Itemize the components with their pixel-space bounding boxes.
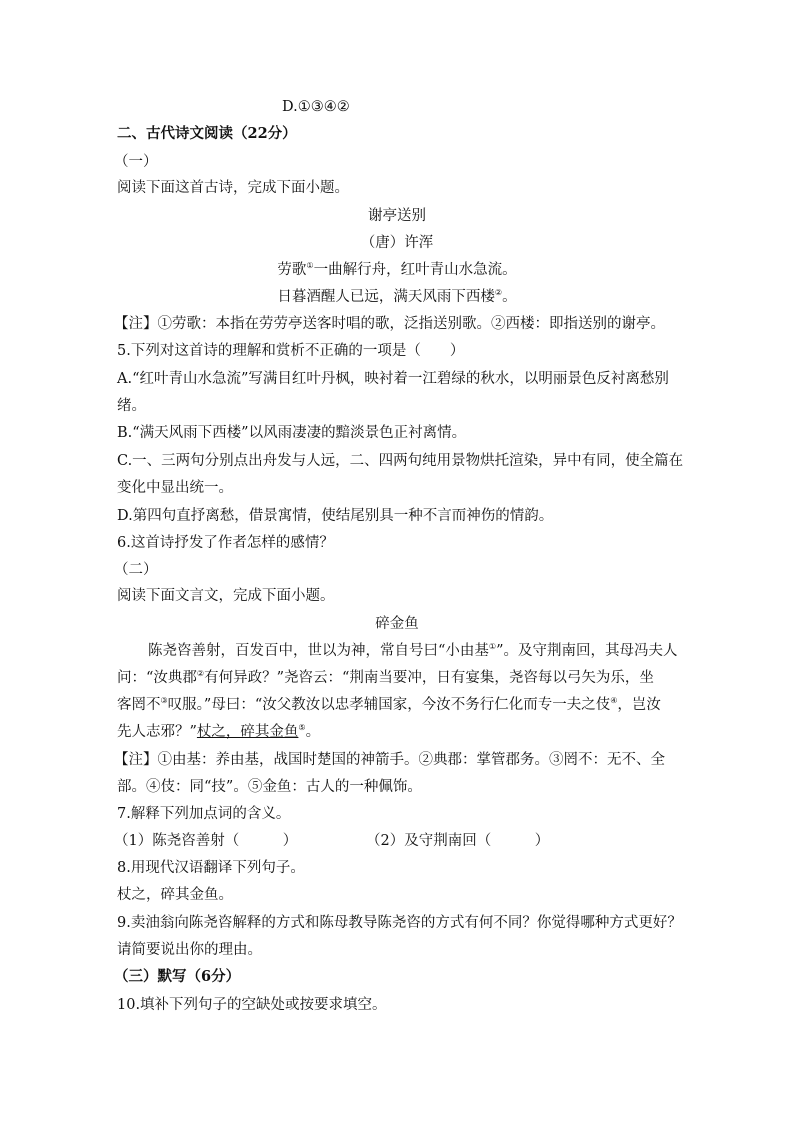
poem-note: 【注】①劳歌：本指在劳劳亭送客时唱的歌，泛指送别歌。②西楼：即指送别的谢亭。	[114, 316, 665, 332]
question-7: 7.解释下列加点词的含义。	[117, 806, 291, 822]
q7-item-2: （2）及守荆南回（ ）	[366, 833, 550, 849]
prose-title: 碎金鱼	[375, 616, 419, 632]
question-9: 9.卖油翁向陈尧咨解释的方式和陈母教导陈尧咨的方式有何不同？你觉得哪种方式更好？	[117, 915, 682, 931]
q8-sentence: 杖之，碎其金鱼。	[117, 887, 233, 903]
footnote-mark: ⑤	[298, 723, 306, 732]
question-5: 5.下列对这首诗的理解和赏析不正确的一项是（ ）	[117, 343, 465, 359]
footnote-mark: ④	[610, 696, 618, 705]
footnote-mark: ③	[160, 696, 168, 705]
prose-line: 先人志邪？”杖之，碎其金鱼⑤。	[117, 723, 321, 740]
prose-note-cont: 部。④伎：同“技”。⑤金鱼：古人的一种佩饰。	[117, 779, 422, 795]
option-b: B.“满天风雨下西楼”以风雨凄凄的黯淡景色正衬离情。	[117, 425, 467, 441]
q7-item-1: （1）陈尧咨善射（ ）	[114, 833, 298, 849]
part-label: （二）	[114, 562, 158, 578]
prose-line: 问：“汝典郡②有何异政？”尧咨云：“荆南当要冲，日有宴集，尧咨每以弓矢为乐，坐	[117, 669, 654, 686]
poem-line: 劳歌①一曲解行舟，红叶青山水急流。	[277, 261, 517, 278]
poem-title: 谢亭送别	[368, 208, 426, 224]
poem-line: 日暮酒醒人已远，满天风雨下西楼②。	[277, 288, 517, 305]
question-6: 6.这首诗抒发了作者怎样的感情？	[117, 535, 334, 551]
section-heading: 二、古代诗文阅读（22分）	[117, 125, 297, 142]
prose-line: 陈尧咨善射，百发百中，世以为神，常自号曰“小由基①”。及守荆南回，其母冯夫人	[148, 642, 678, 659]
option-d: D.①③④②	[282, 99, 350, 115]
option-c-cont: 变化中显出统一。	[117, 480, 233, 496]
instruction: 阅读下面文言文，完成下面小题。	[117, 588, 335, 604]
question-10: 10.填补下列句子的空缺处或按要求填空。	[117, 997, 387, 1013]
option-a-cont: 绪。	[117, 398, 146, 414]
prose-line: 客罔不③叹服。”母曰：“汝父教汝以忠孝辅国家，今汝不务行仁化而专一夫之伎④，岂汝	[117, 696, 661, 713]
option-d-q5: D.第四句直抒离愁，借景寓情，使结尾别具一种不言而神伤的情韵。	[117, 508, 554, 524]
footnote-mark: ②	[494, 288, 503, 297]
footnote-mark: ②	[196, 669, 205, 678]
footnote-mark: ①	[488, 642, 497, 651]
part-label: （一）	[114, 154, 158, 170]
underlined-sentence: 杖之，碎其金鱼	[196, 724, 299, 740]
option-c: C.一、三两句分别点出舟发与人远，二、四两句纯用景物烘托渲染，异中有同，使全篇在	[117, 453, 684, 469]
question-9-cont: 请简要说出你的理由。	[117, 942, 262, 958]
instruction: 阅读下面这首古诗，完成下面小题。	[117, 180, 349, 196]
footnote-mark: ①	[306, 261, 314, 270]
option-a: A.“红叶青山水急流”写满目红叶丹枫，映衬着一江碧绿的秋水，以明丽景色反衬离愁别	[117, 371, 669, 387]
prose-note: 【注】①由基：养由基，战国时楚国的神箭手。②典郡：掌管郡务。③罔不：无不、全	[114, 752, 665, 768]
section-heading: （三）默写（6分）	[114, 968, 241, 985]
question-8: 8.用现代汉语翻译下列句子。	[117, 860, 305, 876]
poem-author: （唐）许浑	[360, 235, 434, 251]
